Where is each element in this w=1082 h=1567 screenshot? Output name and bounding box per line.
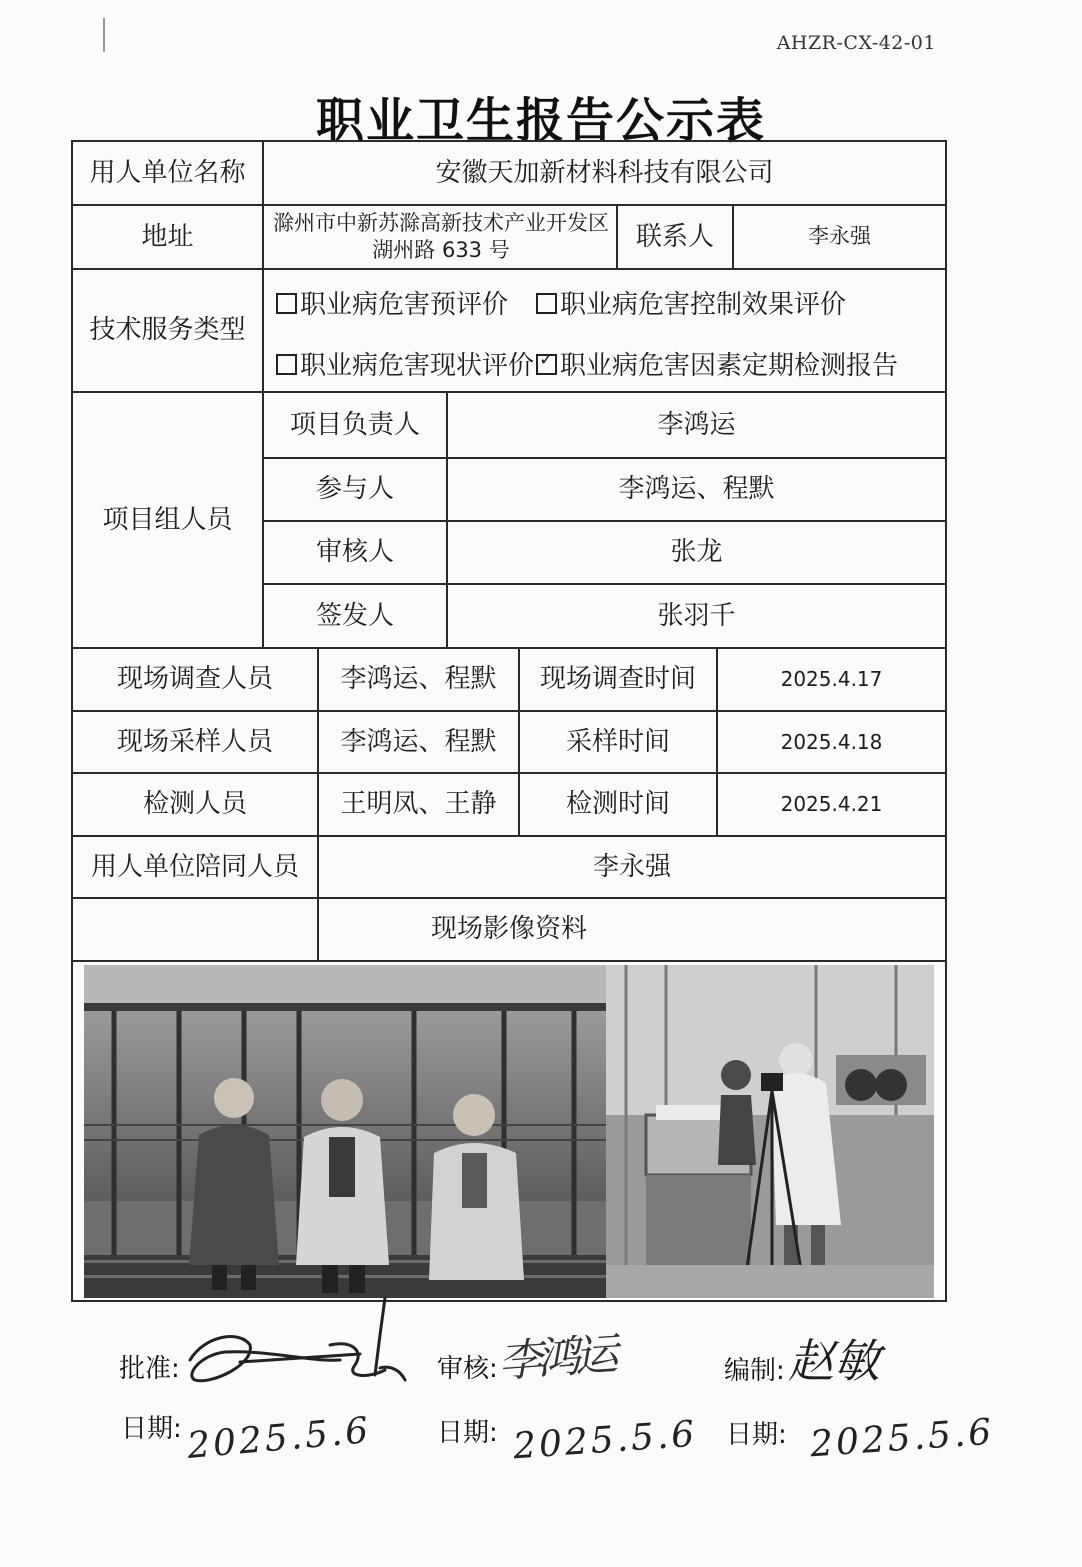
checkbox-periodic-detection-report[interactable] <box>536 354 557 375</box>
contact-value: 李永强 <box>808 224 871 249</box>
checkbox-control-effect-evaluation[interactable] <box>536 293 557 314</box>
service-options-line-1 <box>276 284 846 321</box>
approve-date-label: 日期: <box>121 1414 182 1444</box>
compile-signature: 赵敏 <box>788 1334 880 1388</box>
service-type-label: 技术服务类型 <box>89 315 246 346</box>
activity-label: 现场调查人员 <box>116 664 273 695</box>
approve-label: 批准: <box>119 1354 180 1384</box>
document-code: AHZR-CX-42-01 <box>776 32 936 54</box>
escort-value: 李永强 <box>592 851 671 882</box>
compile-date-value: 2025.5.6 <box>808 1411 996 1466</box>
activity-time-value: 2025.4.17 <box>780 667 883 691</box>
review-date-value: 2025.5.6 <box>511 1413 699 1468</box>
activity-label: 检测人员 <box>142 789 247 820</box>
team-role: 审核人 <box>315 537 394 568</box>
team-name: 张龙 <box>670 537 723 568</box>
employer-label: 用人单位名称 <box>89 157 246 188</box>
activity-people: 李鸿运、程默 <box>340 664 497 695</box>
compile-date-label: 日期: <box>726 1420 787 1450</box>
activity-time-label: 采样时间 <box>565 726 670 757</box>
address-label: 地址 <box>141 221 194 252</box>
team-label: 项目组人员 <box>102 504 233 535</box>
activity-people: 李鸿运、程默 <box>340 726 497 757</box>
compile-label: 编制: <box>724 1356 785 1386</box>
activity-people: 王明凤、王静 <box>340 789 497 820</box>
escort-label: 用人单位陪同人员 <box>90 851 299 882</box>
service-options-line-2 <box>276 345 898 382</box>
report-table <box>71 140 947 1302</box>
team-role: 项目负责人 <box>289 409 420 440</box>
contact-label: 联系人 <box>635 221 714 252</box>
page-title: 职业卫生报告公示表 <box>315 93 766 149</box>
team-name: 张羽千 <box>657 600 736 631</box>
photos-label: 现场影像资料 <box>430 914 587 945</box>
activity-label: 现场采样人员 <box>116 726 273 757</box>
activity-time-label: 现场调查时间 <box>539 664 696 695</box>
checkbox-pre-evaluation[interactable] <box>276 293 297 314</box>
address-value: 滁州市中新苏滁高新技术产业开发区湖州路 633 号 <box>273 210 609 262</box>
approve-date-value: 2025.5.6 <box>185 1410 373 1467</box>
activity-time-value: 2025.4.21 <box>780 792 883 816</box>
review-date-label: 日期: <box>437 1418 498 1448</box>
option-pre-evaluation-label: 职业病危害预评价 <box>300 290 509 320</box>
checkbox-status-evaluation[interactable] <box>276 354 297 375</box>
team-name: 李鸿运、程默 <box>618 474 775 505</box>
activity-time-value: 2025.4.18 <box>780 729 883 754</box>
team-role: 签发人 <box>315 600 394 631</box>
employer-value: 安徽天加新材料科技有限公司 <box>435 157 774 188</box>
site-photo-workshop <box>606 965 934 1298</box>
review-signature: 李鸿运 <box>496 1329 614 1388</box>
site-photo-entrance <box>84 965 606 1298</box>
activity-time-label: 检测时间 <box>565 789 670 820</box>
team-name: 李鸿运 <box>657 409 736 440</box>
scan-mark <box>103 18 105 52</box>
option-control-effect-evaluation-label: 职业病危害控制效果评价 <box>560 290 847 320</box>
approve-signature-scribble <box>180 1290 410 1400</box>
team-role: 参与人 <box>315 474 394 505</box>
review-label: 审核: <box>437 1354 498 1384</box>
option-periodic-detection-report-label: 职业病危害因素定期检测报告 <box>560 351 899 381</box>
option-status-evaluation-label: 职业病危害现状评价 <box>300 351 535 381</box>
